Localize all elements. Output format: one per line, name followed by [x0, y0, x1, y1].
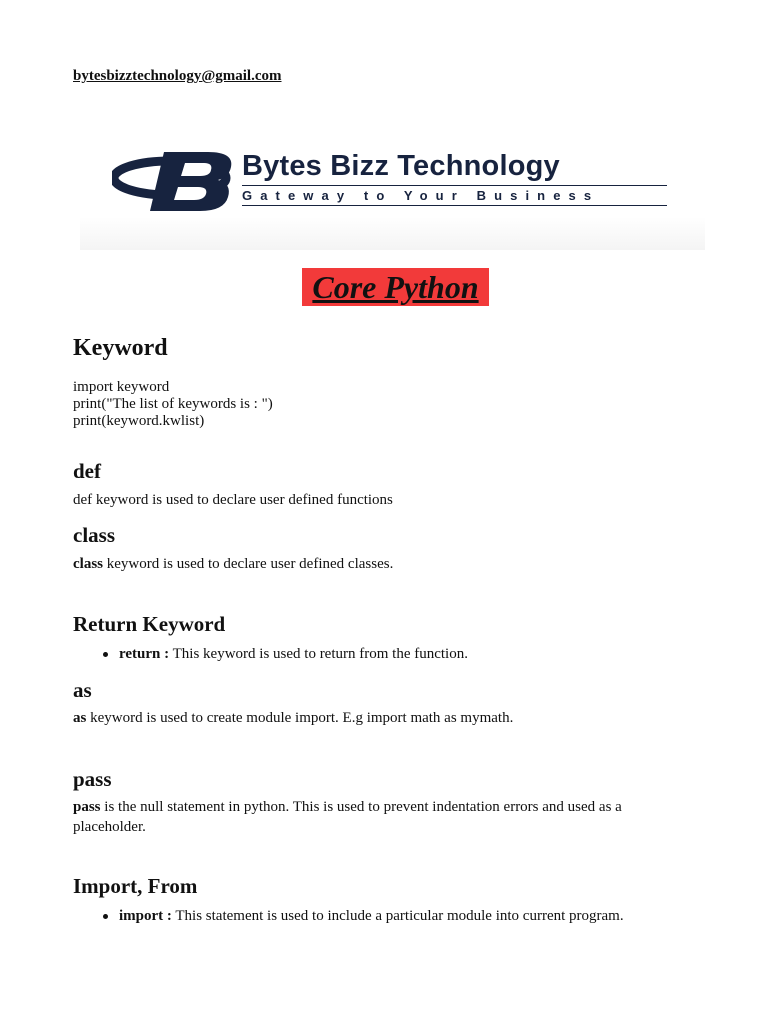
heading-class: class	[73, 523, 115, 547]
pass-term: pass	[73, 799, 101, 815]
pass-text: is the null statement in python. This is used to prevent indentation errors and used as a	[100, 799, 622, 815]
code-line-2: print("The list of keywords is : ")	[73, 396, 273, 412]
company-name: Bytes Bizz Technology	[242, 150, 560, 182]
pass-description-line-2: placeholder.	[73, 819, 146, 835]
heading-pass: pass	[73, 767, 112, 791]
as-text: keyword is used to create module import. E.g import math as mymath.	[86, 710, 514, 726]
tagline-rule-bottom	[242, 205, 667, 206]
return-term: return :	[119, 646, 170, 662]
return-description	[119, 646, 468, 663]
return-text: This keyword is used to return from the function.	[169, 646, 468, 662]
as-description	[73, 710, 513, 727]
import-description	[119, 908, 624, 925]
pass-description-line-1	[73, 799, 622, 816]
code-line-1: import keyword	[73, 379, 170, 395]
class-text: keyword is used to declare user defined classes.	[103, 556, 394, 572]
company-tagline: Gateway to Your Business	[242, 188, 600, 203]
tagline-rule-top	[242, 185, 667, 186]
heading-keyword: Keyword	[73, 335, 168, 361]
heading-return-keyword: Return Keyword	[73, 612, 226, 636]
contact-email-link[interactable]: bytesbizztechnology@gmail.com	[73, 68, 282, 84]
def-description: def keyword is used to declare user defined functions	[73, 492, 393, 508]
heading-import-from: Import, From	[73, 874, 198, 898]
bullet-point	[103, 652, 108, 657]
heading-def: def	[73, 459, 101, 483]
class-description	[73, 556, 393, 573]
company-logo-mark	[112, 150, 247, 214]
class-term: class	[73, 556, 103, 572]
import-text: This statement is used to include a particular module into current program.	[171, 908, 624, 924]
document-title: Core Python	[312, 269, 479, 305]
bullet-point	[103, 914, 108, 919]
import-term: import :	[119, 908, 172, 924]
as-term: as	[73, 710, 87, 726]
heading-as: as	[73, 678, 92, 702]
code-line-3: print(keyword.kwlist)	[73, 413, 205, 429]
